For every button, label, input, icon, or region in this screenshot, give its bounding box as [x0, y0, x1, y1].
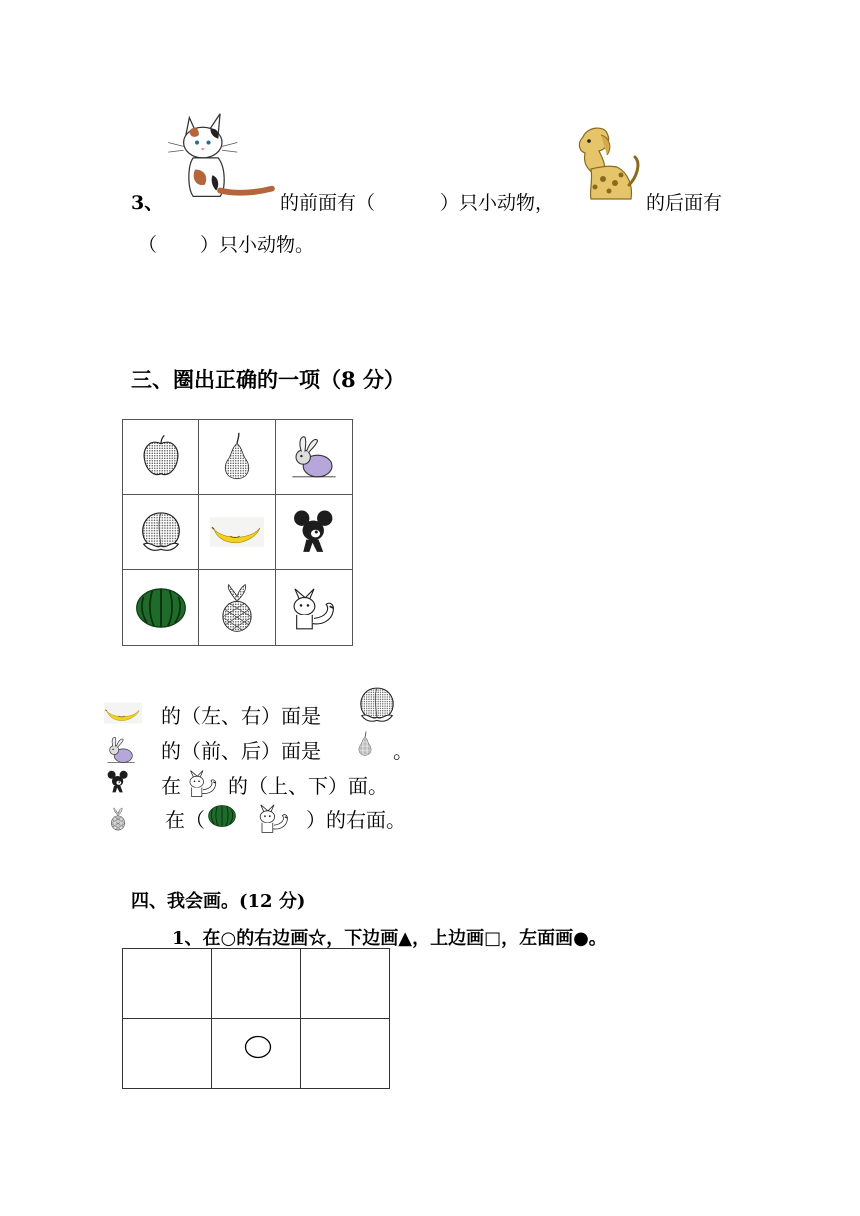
grid-cell-mouse[interactable] — [276, 495, 352, 570]
section-4-title — [131, 887, 305, 913]
grid-cell-banana[interactable] — [199, 495, 275, 570]
grid-cell-fox[interactable] — [276, 570, 352, 645]
drawing-grid — [122, 948, 390, 1089]
rabbit-icon — [287, 430, 341, 484]
q3-text-front: 的前面有（ — [280, 192, 376, 214]
fox-icon — [183, 766, 223, 800]
section-4-question-1: 1、在○的右边画☆，下边画▲，上边画□，左面画●。 — [172, 928, 607, 949]
pear-icon — [212, 429, 262, 485]
banana-icon — [104, 700, 142, 726]
draw-cell-bottom-center[interactable] — [212, 1019, 301, 1089]
rabbit-icon — [104, 733, 138, 767]
mouse-icon — [106, 768, 130, 796]
dog-illustration — [573, 118, 643, 208]
sentence-4-text-a: 在（ — [165, 808, 205, 832]
pineapple-icon — [106, 802, 130, 836]
sentence-2-text: 的（前、后）面是 — [161, 739, 321, 763]
mouse-icon — [291, 507, 337, 557]
banana-icon — [210, 510, 264, 554]
draw-cell-bottom-left[interactable] — [123, 1019, 212, 1089]
fox-icon — [250, 800, 298, 836]
draw-cell-bottom-right[interactable] — [301, 1019, 389, 1089]
q3-line2-close: ）只小动物。 — [200, 234, 315, 256]
pineapple-icon — [212, 581, 262, 635]
grid-cell-apple[interactable] — [123, 420, 199, 495]
grid-cell-pineapple[interactable] — [199, 570, 275, 645]
question-number: 3、 — [131, 192, 164, 214]
section-3-title-suffix: 分） — [355, 367, 405, 392]
section-4-title-prefix: 四、我会画。 — [131, 891, 239, 912]
q3-text-mid: ）只小动物， — [440, 192, 555, 214]
q3-text-back: 的后面有 — [646, 192, 723, 214]
sentence-2-end: 。 — [393, 739, 413, 763]
cat-illustration — [164, 108, 280, 204]
draw-cell-top-right[interactable] — [301, 949, 389, 1019]
sentence-4-text-b: ）的右面。 — [306, 808, 406, 832]
grid-cell-rabbit[interactable] — [276, 420, 352, 495]
section-3-title-prefix: 三、圈出正确的一项（ — [131, 367, 341, 392]
grid-cell-pear[interactable] — [199, 420, 275, 495]
section-4-score: (12 分) — [239, 891, 306, 912]
peach-icon — [135, 506, 187, 558]
draw-cell-top-left[interactable] — [123, 949, 212, 1019]
sentence-3-text-b: 的（上、下）面。 — [228, 774, 388, 798]
section-3-title — [131, 364, 405, 394]
pear-icon — [352, 730, 378, 758]
watermelon-icon — [207, 804, 237, 828]
fox-icon — [288, 582, 340, 634]
answer-blank-1[interactable] — [386, 186, 440, 210]
answer-blank-2[interactable] — [160, 228, 200, 252]
sentence-3-text-a: 在 — [161, 774, 181, 798]
watermelon-icon — [135, 586, 187, 630]
grid-cell-peach[interactable] — [123, 495, 199, 570]
grid-cell-watermelon[interactable] — [123, 570, 199, 645]
q3-line2-open: （ — [138, 234, 158, 256]
circle-icon — [244, 1035, 272, 1059]
section-3-score: 8 — [341, 367, 356, 392]
peach-icon — [352, 682, 402, 728]
apple-icon — [136, 432, 186, 482]
draw-cell-top-center[interactable] — [212, 949, 301, 1019]
sentence-1-text: 的（左、右）面是 — [161, 704, 321, 728]
picture-grid — [122, 419, 353, 646]
